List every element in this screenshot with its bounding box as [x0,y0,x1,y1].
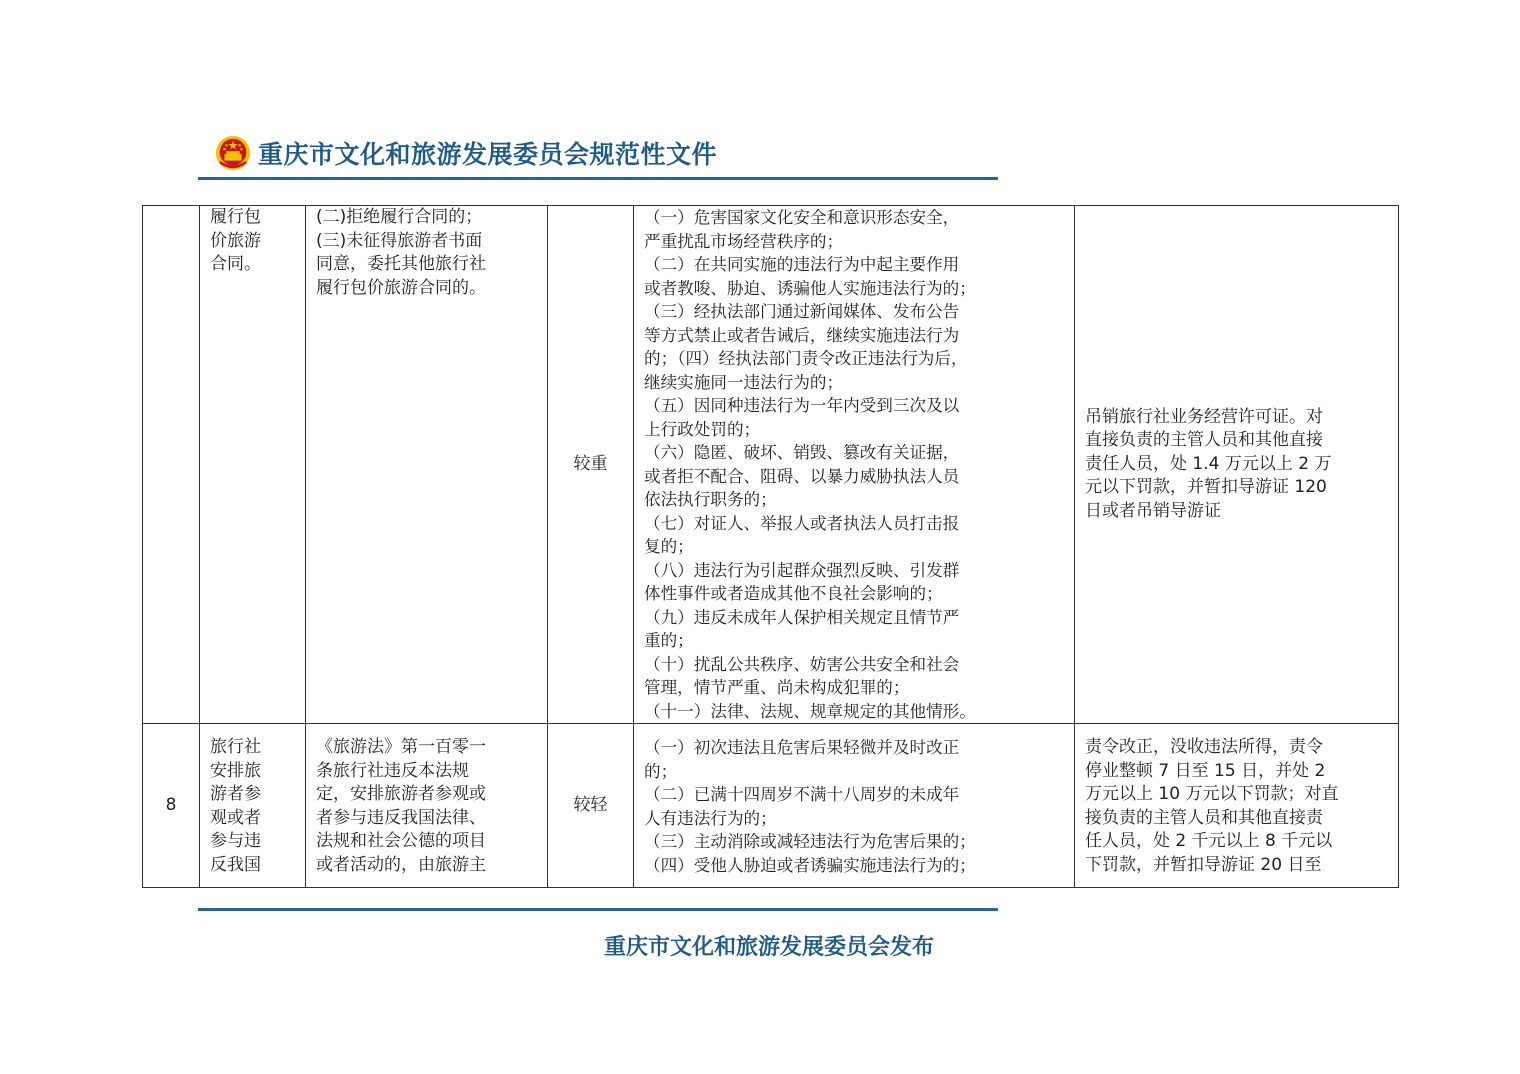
violation-item: 履行包 价旅游 合同。 [200,206,306,724]
circumstances: （一）初次违法且危害后果轻微并及时改正 的； （二）已满十四周岁不满十八周岁的未成年 人有违法行为的； （三）主动消除或减轻违法行为危害后果的； （四）受他人胁迫或者诱骗实施违法行为的； [634,724,1075,888]
circumstances: （一）危害国家文化安全和意识形态安全， 严重扰乱市场经营秩序的； （二）在共同实施的违法行为中起主要作用 或者教唆、胁迫、诱骗他人实施违法行为的； （三）经执法部门通过新闻媒体、发布公告 等方式禁止或者告诫后，继续实施违法行为 的；（四）经执法部门责令改正违法行为后， 继续实施同一违法行为的； （五）因同种违法行为一年内受到三次及以 上行政处罚的； （六）隐匿、破坏、销毁、篡改有关证据， 或者拒不配合、阻碍、以暴力威胁执法人员 依法执行职务的； （七）对证人、举报人或者执法人员打击报 复的； （八）违法行为引起群众强烈反映、引发群 体性事件或者造成其他不良社会影响的； （九）违反未成年人保护相关规定且情节严 重的； （十）扰乱公共秩序、妨害公共安全和社会 管理，情节严重、尚未构成犯罪的； （十一）法律、法规、规章规定的其他情形。 [634,206,1075,724]
document-header-title: 重庆市文化和旅游发展委员会规范性文件 [258,140,718,169]
penalty: 吊销旅行社业务经营许可证。对 直接负责的主管人员和其他直接 责任人员，处 1.4 万元以上 2 万 元以下罚款，并暂扣导游证 120 日或者吊销导游证 [1075,206,1399,724]
document-header [214,132,717,174]
national-emblem-icon [214,134,252,172]
severity-level: 较轻 [548,724,634,888]
row-number: 8 [143,724,200,888]
penalty-table [142,205,1399,888]
row-number [143,206,200,724]
legal-basis: (二)拒绝履行合同的； (三)未征得旅游者书面 同意，委托其他旅行社 履行包价旅游合同的。 [306,206,548,724]
document-footer-title: 重庆市文化和旅游发展委员会发布 [604,934,935,960]
severity-level: 较重 [548,206,634,724]
footer-rule [198,908,998,911]
table-row [143,206,1399,724]
table-row [143,724,1399,888]
violation-item: 旅行社 安排旅 游者参 观或者 参与违 反我国 [200,724,306,888]
penalty: 责令改正，没收违法所得，责令 停业整顿 7 日至 15 日，并处 2 万元以上 10 万元以下罚款；对直 接负责的主管人员和其他直接责 任人员，处 2 千元以上 8 千元以 下罚款，并暂扣导游证 20 日至 [1075,724,1399,888]
legal-basis: 《旅游法》第一百零一 条旅行社违反本法规 定，安排旅游者参观或 者参与违反我国法律、 法规和社会公德的项目 或者活动的，由旅游主 [306,724,548,888]
header-rule [198,177,998,180]
